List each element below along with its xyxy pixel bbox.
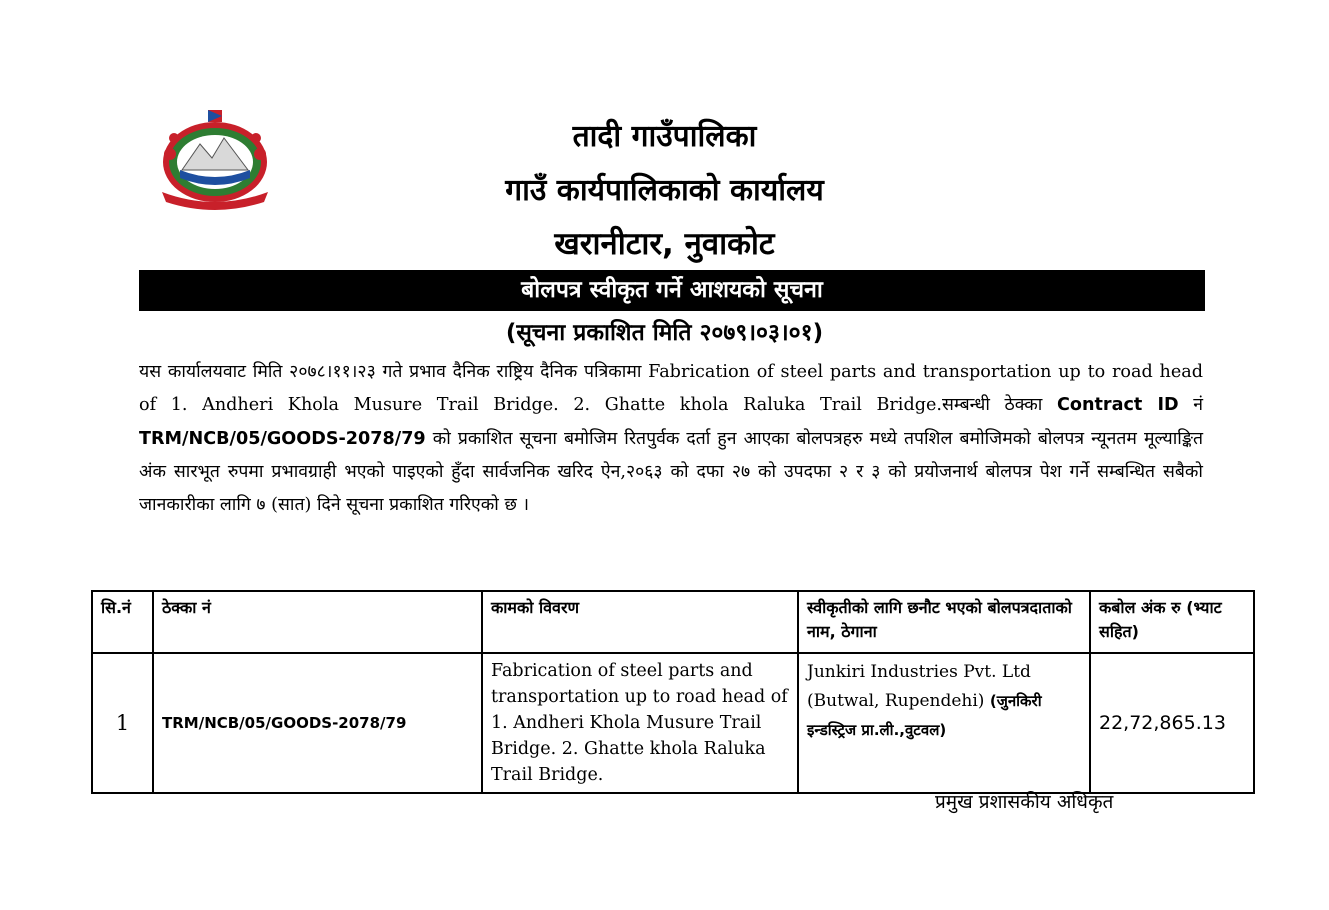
notice-title-banner: बोलपत्र स्वीकृत गर्ने आशयको सूचना [139,270,1205,311]
header-sn: सि.नं [92,591,153,653]
cell-bidder [798,653,1090,793]
publication-date: (सूचना प्रकाशित मिति २०७९।०३।०१) [505,320,824,346]
notice-text-part3: को प्रकाशित सूचना बमोजिम रितपुर्वक दर्ता हुन आएका बोलपत्रहरु मध्ये तपशिल बमोजिमको बोलपत्र न्यूनतम मूल्याङ्कित अंक सारभूत रुपमा प्रभावग्राही भएको पाइएको हुँदा सार्वजनिक खरिद ऐन,२०६३ को दफा २७ को उपदफा २ र ३ को प्रयोजनार्थ बोलपत्र पेश गर्ने सम्बन्धित सबैको जानकारीका लागि ७ (सात) दिने सूचना प्रकाशित गरिएको छ । [139,428,1203,516]
header-bidder: स्वीकृतीको लागि छनौट भएको बोलपत्रदाताको नाम, ठेगाना [798,591,1090,653]
header-work-description: कामको विवरण [482,591,798,653]
notice-text-part1: यस कार्यालयवाट मिति २०७८।११।२३ गते प्रभाव दैनिक राष्ट्रिय दैनिक पत्रिकामा Fabrication of steel parts and transportation up to road head of 1. Andheri Khola Musure Trail Bridge. 2. Ghatte khola Raluka Trail Bridge.सम्बन्धी ठेक्का [139,362,1203,416]
bidder-name: Junkiri Industries Pvt. Ltd [807,662,1031,682]
cell-contract-no: TRM/NCB/05/GOODS-2078/79 [153,653,482,793]
header-contract-no: ठेक्का नं [153,591,482,653]
office-address: खरानीटार, नुवाकोट [554,226,775,262]
award-table [91,590,1255,794]
notice-text-part2: नं [1178,395,1203,416]
header-bid-amount: कबोल अंक रु (भ्याट सहित) [1090,591,1254,653]
bidder-address: (Butwal, Rupendehi) [807,691,990,711]
table-header-row [92,591,1254,653]
office-name: गाउँ कार्यपालिकाको कार्यालय [505,173,824,208]
cell-work-description: Fabrication of steel parts and transportation up to road head of 1. Andheri Khola Musure Trail Bridge. 2. Ghatte khola Raluka Trail Bridge. [482,653,798,793]
contract-id-label: Contract ID [1056,395,1179,416]
table-row [92,653,1254,793]
signatory-title: प्रमुख प्रशासकीय अधिकृत [935,791,1114,813]
cell-sn: 1 [92,653,153,793]
bidder-name-nepali: (जुनकिरी इन्डस्ट्रिज प्रा.ली.,वुटवल) [807,692,1042,739]
notice-body [139,356,1203,522]
cell-bid-amount: 22,72,865.13 [1090,653,1254,793]
municipality-name: तादी गाउँपालिका [572,119,757,154]
contract-id-value: TRM/NCB/05/GOODS-2078/79 [139,428,426,449]
